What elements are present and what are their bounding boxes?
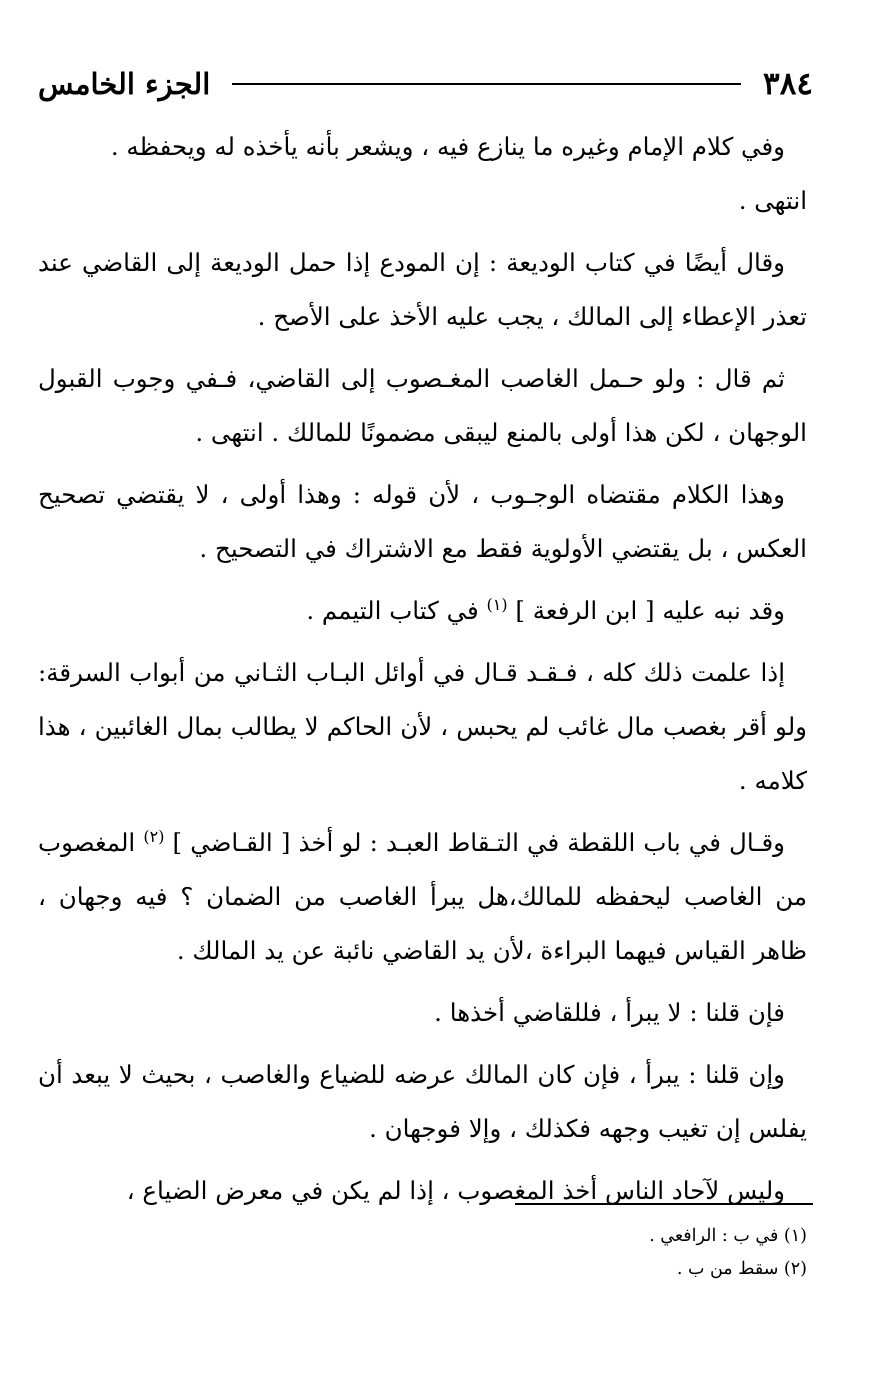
footnote-separator	[515, 1203, 813, 1205]
header-rule	[232, 83, 741, 85]
page-header	[38, 62, 813, 106]
paragraph: وإن قلنا : يبرأ ، فإن كان المالك عرضه للضياع والغاصب ، بحيث لا يبعد أن يفلس إن تغيب وجهه فكذلك ، وإلا فوجهان .	[38, 1060, 807, 1143]
paragraph-text: في كتاب التيمم .	[306, 596, 479, 625]
paragraph	[38, 584, 807, 638]
paragraph-text: المغصوب من الغاصب ليحفظه للمالك،هل يبرأ الغاصب من الضمان ؟ فيه وجهان ، ظاهر القياس فيهما البراءة ،لأن يد القاضي نائبة عن يد المالك .	[38, 828, 807, 965]
footnote: (١) في ب : الرافعي .	[649, 1226, 807, 1246]
paragraph-text: وقد نبه عليه [ ابن الرفعة ]	[515, 596, 785, 625]
footnotes	[387, 1220, 807, 1286]
paragraph: ثم قال : ولو حـمل الغاصب المغـصوب إلى القاضي، فـفي وجوب القبول الوجهان ، لكن هذا أولى بالمنع ليبقى مضمونًا للمالك . انتهى .	[38, 364, 807, 447]
paragraph: فإن قلنا : لا يبرأ ، فللقاضي أخذها .	[434, 998, 785, 1027]
paragraph: وقال أيضًا في كتاب الوديعة : إن المودع إذا حمل الوديعة إلى القاضي عند تعذر الإعطاء إلى المالك ، يجب عليه الأخذ على الأصح .	[38, 248, 807, 331]
paragraph	[38, 816, 807, 978]
page-number: ٣٨٤	[763, 66, 813, 102]
paragraph: وفي كلام الإمام وغيره ما ينازع فيه ، ويشعر بأنه يأخذه له ويحفظه . انتهى .	[110, 132, 807, 215]
paragraph-text: وقـال في باب اللقطة في التـقاط العبـد : لو أخذ [ القـاضي ]	[172, 828, 786, 857]
footnote-reference: (١)	[486, 594, 508, 614]
paragraph: وهذا الكلام مقتضاه الوجـوب ، لأن قوله : وهذا أولى ، لا يقتضي تصحيح العكس ، بل يقتضي الأولوية فقط مع الاشتراك في التصحيح .	[38, 480, 807, 563]
footnote: (٢) سقط من ب .	[676, 1259, 807, 1279]
running-title: الجزء الخامس	[38, 67, 211, 101]
paragraph: وليس لآحاد الناس أخذ المغصوب ، إذا لم يكن في معرض الضياع ،	[126, 1176, 785, 1205]
body-text	[38, 120, 807, 1226]
paragraph: إذا علمت ذلك كله ، فـقـد قـال في أوائل البـاب الثـاني من أبواب السرقة: ولو أقر بغصب مال غائب لم يحبس ، لأن الحاكم لا يطالب بمال الغائبين ، هذا كلامه .	[38, 658, 807, 795]
footnote-reference: (٢)	[143, 826, 165, 846]
